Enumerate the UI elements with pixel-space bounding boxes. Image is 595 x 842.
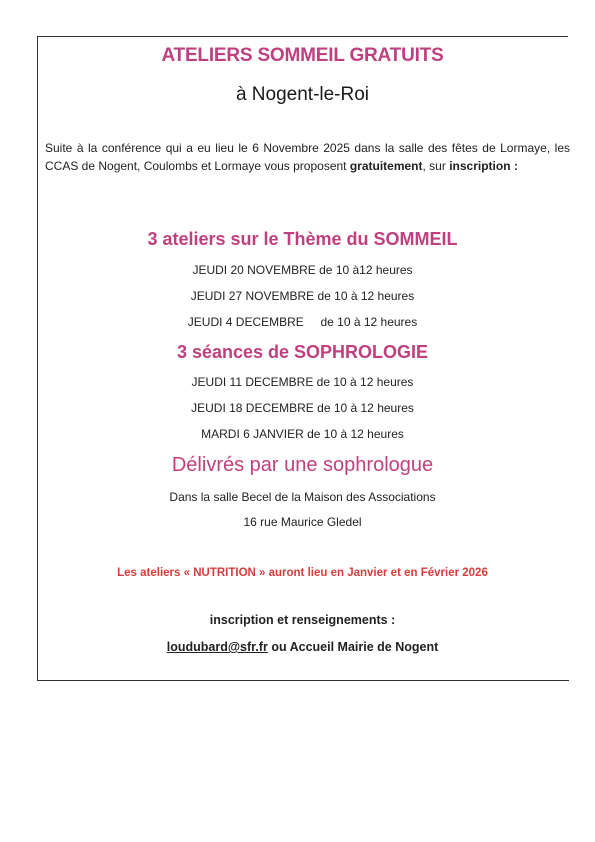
page-title: ATELIERS SOMMEIL GRATUITS [161, 45, 444, 66]
contact-line [37, 640, 568, 654]
sophrology-date-1: JEUDI 11 DECEMBRE de 10 à 12 heures [191, 375, 414, 389]
intro-paragraph [45, 139, 570, 175]
frame-top-border [37, 36, 568, 37]
contact-email-link[interactable]: loudubard@sfr.fr [166, 640, 268, 654]
delivered-by-heading: Délivrés par une sophrologue [171, 454, 434, 476]
section-sleep-heading: 3 ateliers sur le Thème du SOMMEIL [147, 229, 458, 249]
contact-rest: ou Accueil Mairie de Nogent [267, 640, 439, 654]
venue-line-1: Dans la salle Becel de la Maison des Associations [169, 490, 436, 504]
sleep-date-2: JEUDI 27 NOVEMBRE de 10 à 12 heures [190, 289, 415, 303]
sleep-date-1: JEUDI 20 NOVEMBRE de 10 à12 heures [192, 263, 413, 277]
sophrology-date-2: JEUDI 18 DECEMBRE de 10 à 12 heures [191, 401, 414, 415]
contact-label: inscription et renseignements : [209, 613, 396, 627]
intro-bold-registration: inscription : [449, 159, 518, 173]
venue-line-2: 16 rue Maurice Gledel [243, 515, 362, 529]
sophrology-date-3: MARDI 6 JANVIER de 10 à 12 heures [201, 427, 404, 441]
intro-text-2: , sur [422, 159, 450, 173]
intro-text-1: Suite à la conférence qui a eu lieu le 6 Novembre 2025 dans la salle des fêtes de Lormaye, les CCAS de Nogent, Coulombs et Lormaye vous proposent [45, 141, 570, 173]
section-sophrology-heading: 3 séances de SOPHROLOGIE [176, 342, 429, 362]
intro-bold-free: gratuitement [349, 159, 423, 173]
page-subtitle: à Nogent-le-Roi [235, 84, 370, 105]
nutrition-notice: Les ateliers « NUTRITION » auront lieu en Janvier et en Février 2026 [117, 567, 488, 579]
sleep-date-3: JEUDI 4 DECEMBRE de 10 à 12 heures [187, 315, 418, 329]
